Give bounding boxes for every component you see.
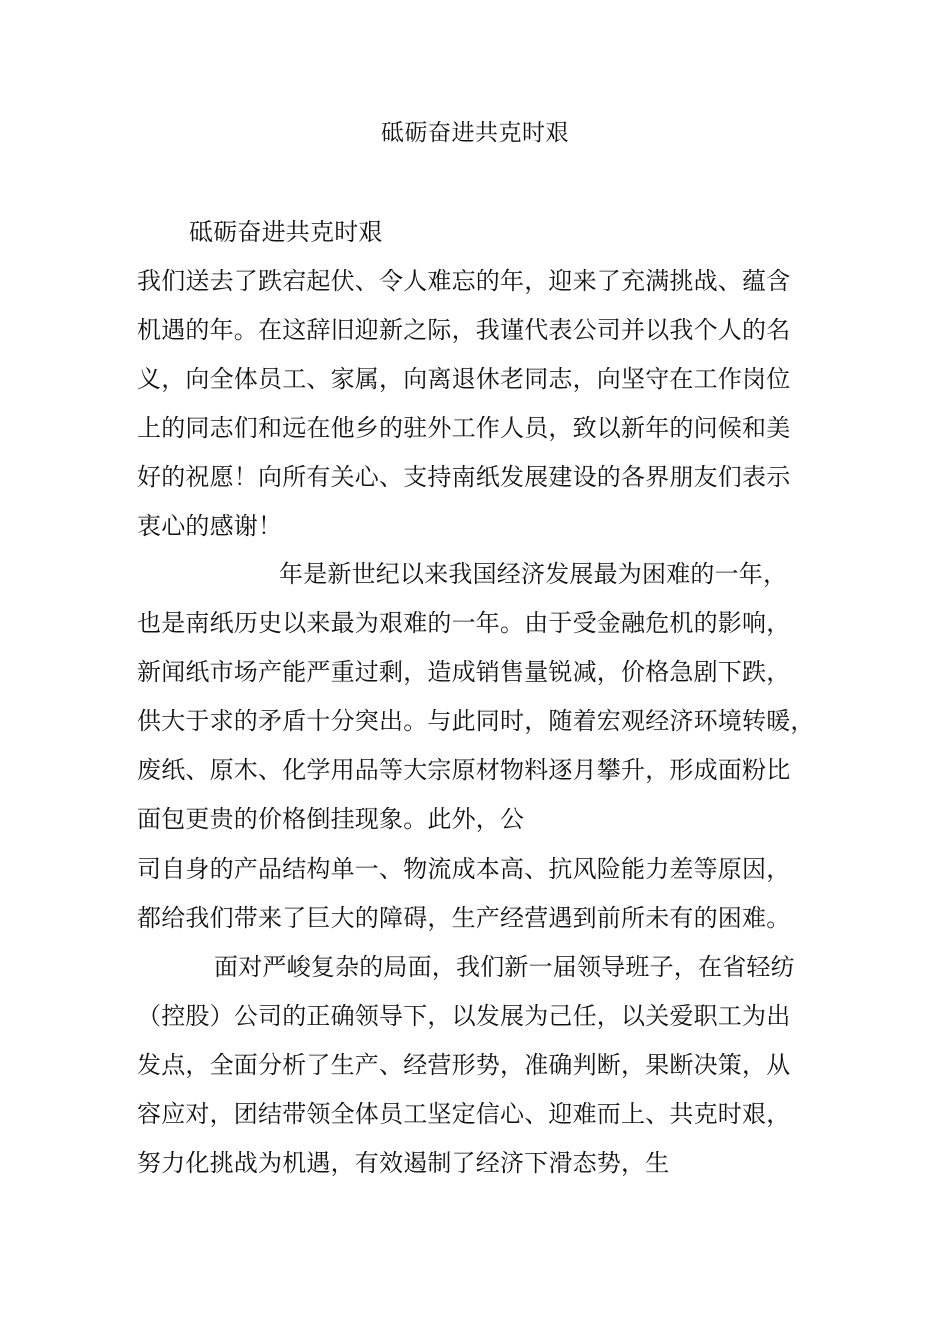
paragraph-line: 好的祝愿！向所有关心、支持南纸发展建设的各界朋友们表示 <box>137 463 791 491</box>
paragraph-line: 努力化挑战为机遇，有效遏制了经济下滑态势，生 <box>137 1149 670 1177</box>
paragraph-line: 面对严峻复杂的局面，我们新一届领导班子，在省轻纺 <box>214 953 795 981</box>
paragraph-line: 废纸、原木、化学用品等大宗原材物料逐月攀升，形成面粉比 <box>137 756 791 784</box>
paragraph-line: 上的同志们和远在他乡的驻外工作人员，致以新年的问候和美 <box>137 414 791 442</box>
paragraph-line: 新闻纸市场产能严重过剩，造成销售量锐减，价格急剧下跌， <box>137 658 791 686</box>
paragraph-line: 供大于求的矛盾十分突出。与此同时，随着宏观经济环境转暖， <box>137 707 815 735</box>
paragraph-line: 机遇的年。在这辞旧迎新之际，我谨代表公司并以我个人的名 <box>137 316 791 344</box>
paragraph-line: 容应对，团结带领全体员工坚定信心、迎难而上、共克时艰， <box>137 1100 791 1128</box>
paragraph-line: 年是新世纪以来我国经济发展最为困难的一年， <box>279 560 788 588</box>
paragraph-line: 义，向全体员工、家属，向离退休老同志，向坚守在工作岗位 <box>137 365 791 393</box>
paragraph-line: 都给我们带来了巨大的障碍，生产经营遇到前所未有的困难。 <box>137 904 791 932</box>
document-subtitle: 砥砺奋进共克时艰 <box>189 218 383 246</box>
paragraph-line: 面包更贵的价格倒挂现象。此外，公 <box>137 805 525 833</box>
paragraph-line: 衷心的感谢！ <box>137 512 283 540</box>
document-title: 砥砺奋进共克时艰 <box>381 120 569 146</box>
paragraph-line: （控股）公司的正确领导下，以发展为己任，以关爱职工为出 <box>137 1002 791 1030</box>
paragraph-line: 发点，全面分析了生产、经营形势，准确判断，果断决策，从 <box>137 1051 791 1079</box>
paragraph-line: 司自身的产品结构单一、物流成本高、抗风险能力差等原因， <box>137 855 791 883</box>
paragraph-line: 也是南纸历史以来最为艰难的一年。由于受金融危机的影响， <box>137 609 791 637</box>
paragraph-line: 我们送去了跌宕起伏、令人难忘的年，迎来了充满挑战、蕴含 <box>137 267 791 295</box>
